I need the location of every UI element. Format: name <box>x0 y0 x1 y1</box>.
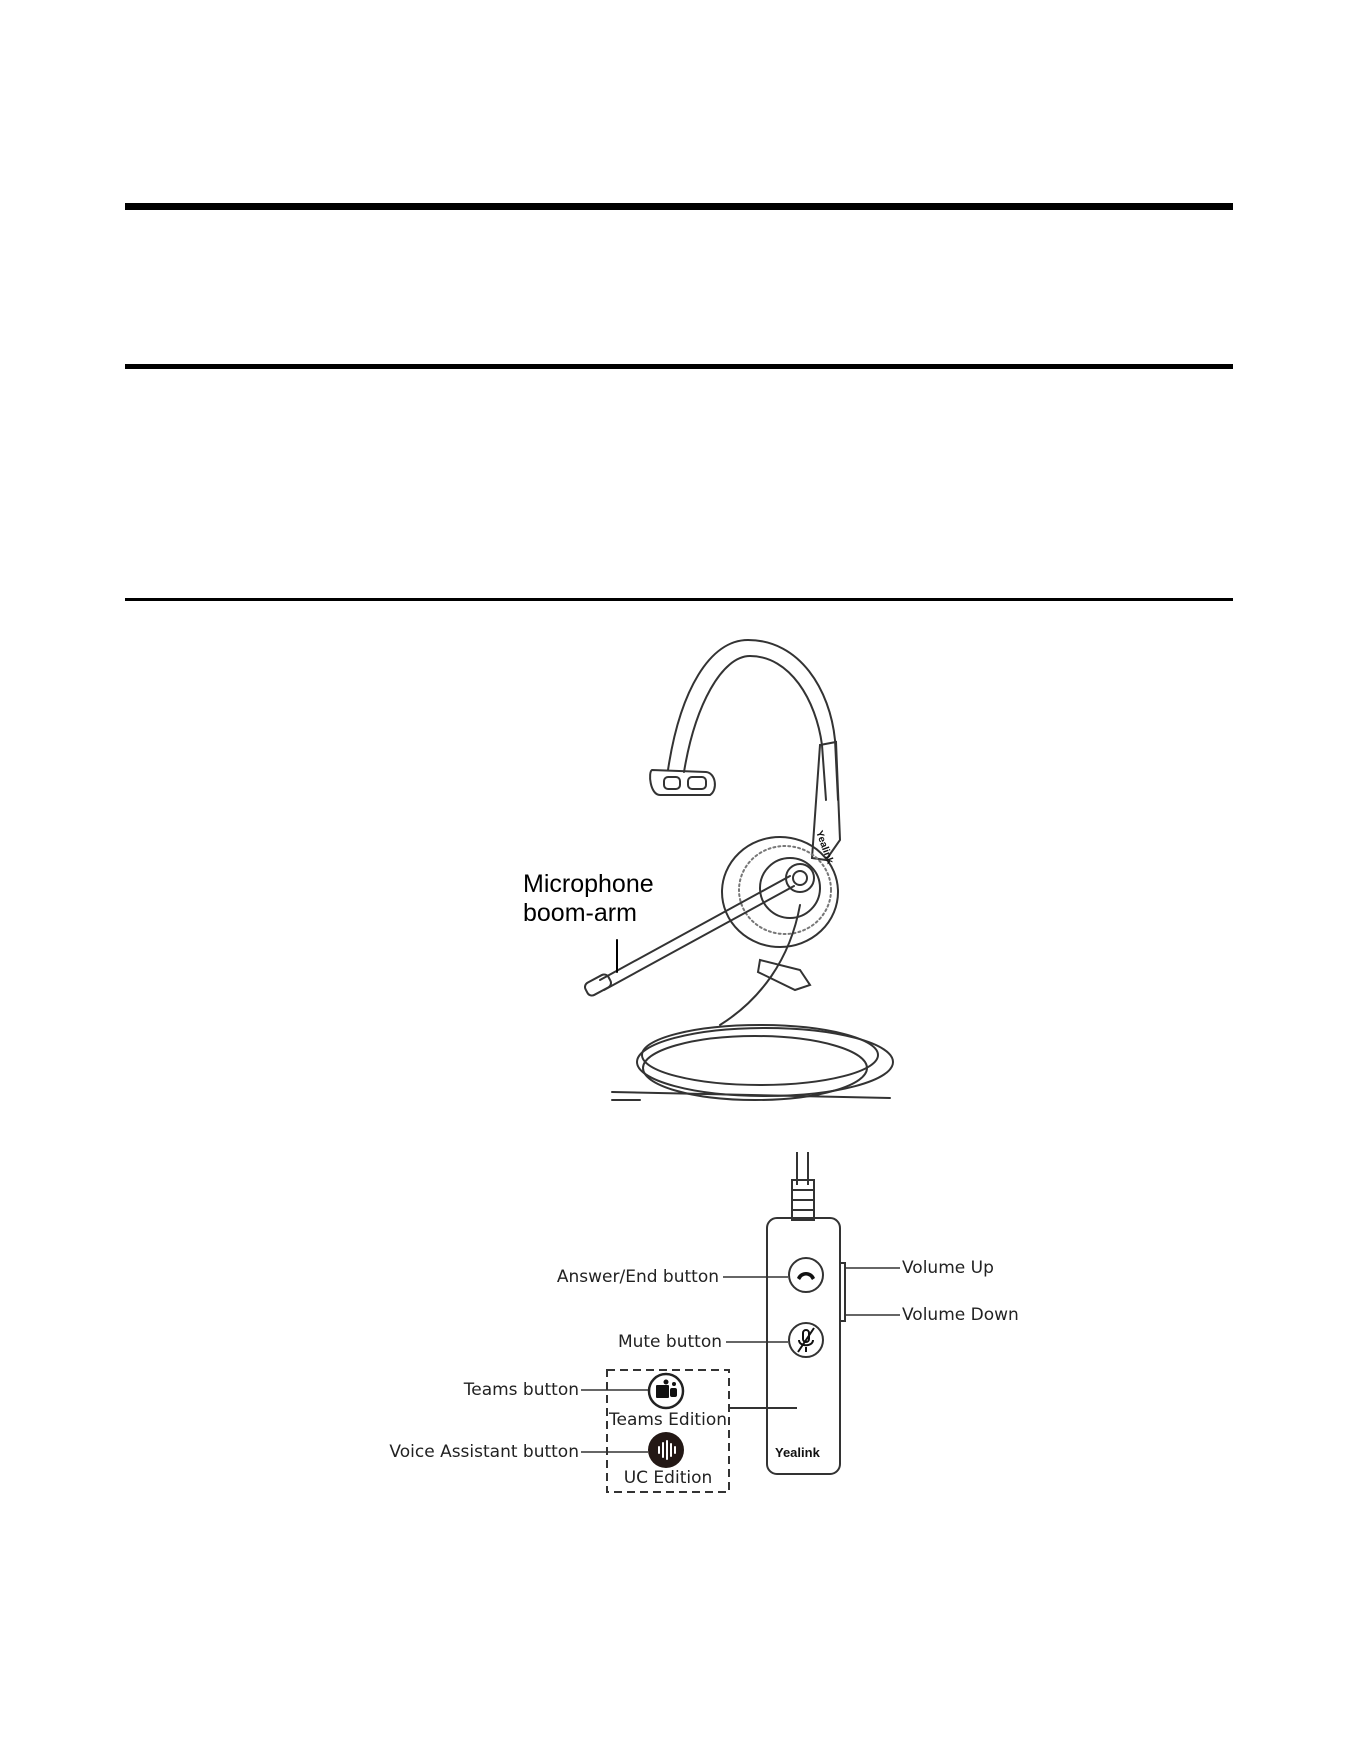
volume-rocker <box>840 1263 845 1321</box>
cable-clip <box>758 960 810 990</box>
headset-brand-logo: Yealink <box>813 829 836 866</box>
boom-pivot-center <box>793 871 807 885</box>
muted-mic-icon <box>798 1328 814 1352</box>
voice-assistant-label: Voice Assistant button <box>389 1442 579 1462</box>
pad-slot-left <box>664 777 680 789</box>
teams-button-label: Teams button <box>463 1380 579 1400</box>
inline-controller <box>767 1152 845 1474</box>
volume-up-label: Volume Up <box>902 1258 994 1278</box>
pad-slot-right <box>688 777 706 789</box>
controller-body <box>767 1218 840 1474</box>
phone-icon <box>797 1272 815 1280</box>
uc-edition-label: UC Edition <box>623 1468 713 1488</box>
cable-tail <box>612 1092 890 1098</box>
mute-label: Mute button <box>617 1332 722 1352</box>
answer-end-label: Answer/End button <box>556 1267 719 1287</box>
controller-brand-logo: Yealink <box>775 1445 820 1460</box>
volume-down-label: Volume Down <box>902 1305 1019 1325</box>
boom-label-line1: Microphone <box>523 870 654 898</box>
teams-edition-label: Teams Edition <box>608 1410 728 1430</box>
cable-coil-3 <box>643 1036 867 1100</box>
boom-label-line2: boom-arm <box>523 899 637 927</box>
microphone-tip <box>583 973 613 998</box>
